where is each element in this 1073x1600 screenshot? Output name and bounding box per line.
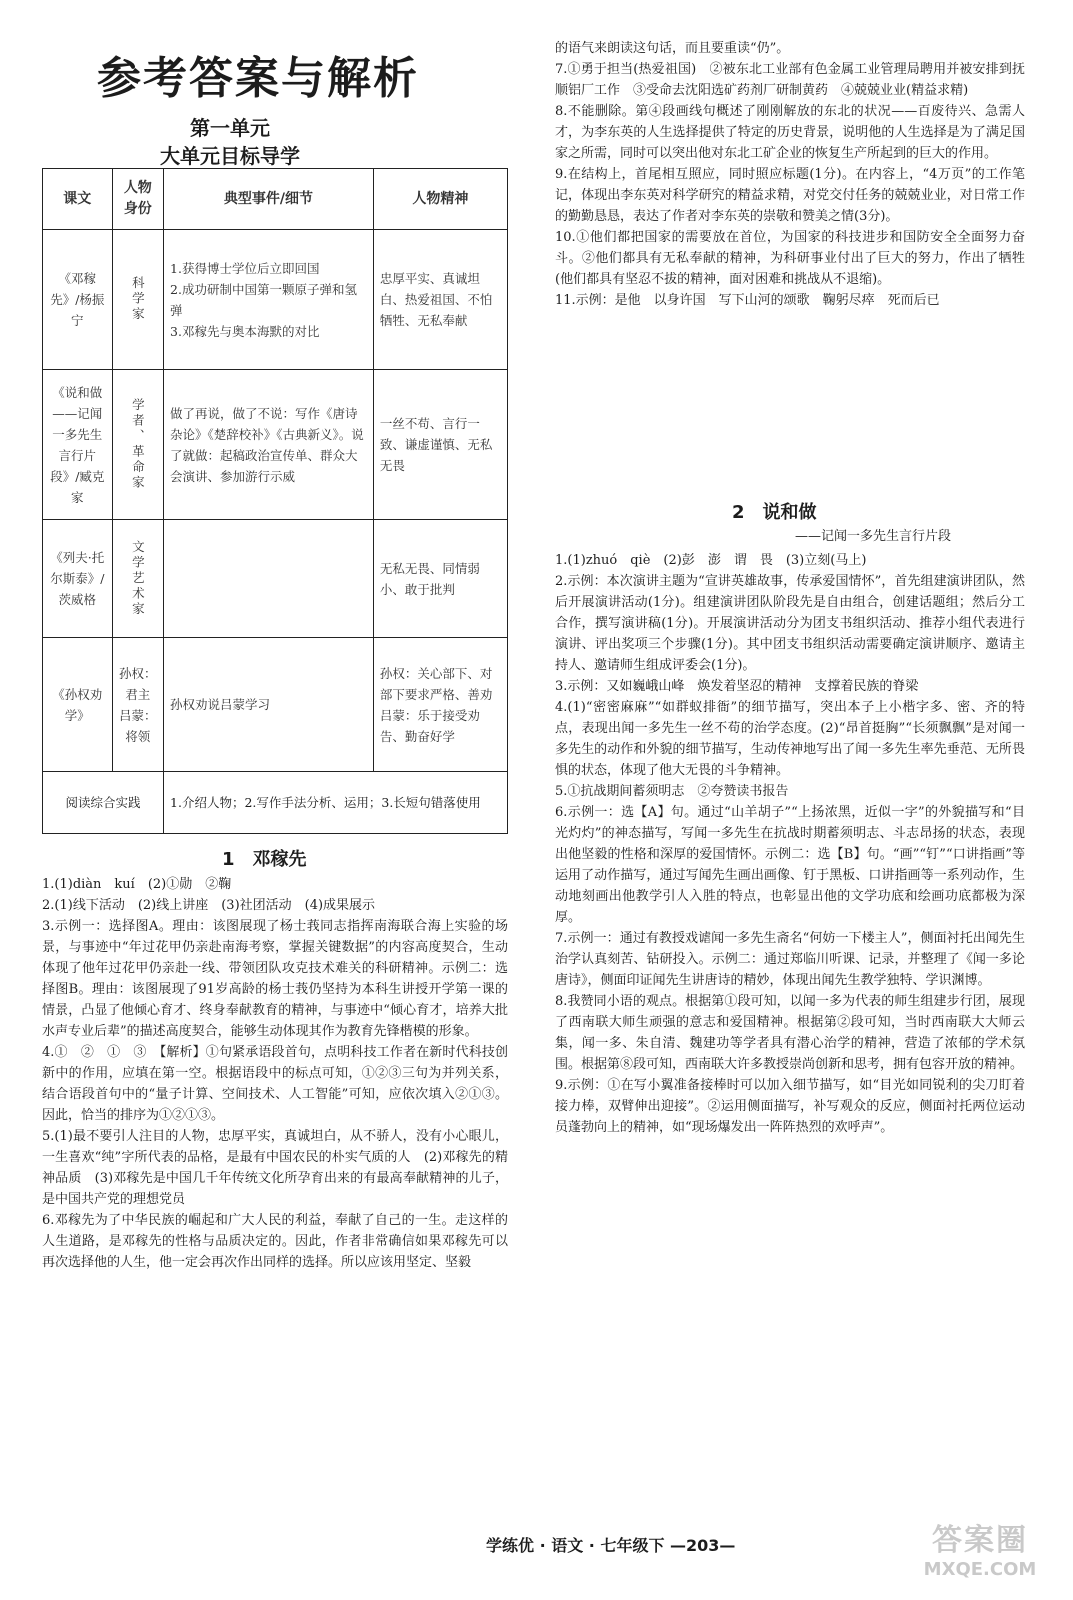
lesson2-title: 2 说和做 xyxy=(732,502,817,523)
answer-item: 4.(1)“密密麻麻”“如群蚁排衙”的细节描写，突出本子上小楷字多、密、齐的特点，表现出闻一多先生一丝不苟的治学态度。(2)“昂首挺胸”“长须飘飘”是对闻一多先生的动作和外貌的细节描写，生动传神地写出了闻一多先生率先垂范、无所畏惧的状态，体现了他大无畏的斗争精神。 xyxy=(555,700,1025,778)
unit-subtitle: 大单元目标导学 xyxy=(160,144,300,168)
answer-item: 9.示例：①在写小翼准备接棒时可以加入细节描写，如“目光如同锐利的尖刀盯着接力棒，双臂伸出迎接”。②运用侧面描写，补写观众的反应，侧面衬托两位运动员蓬勃向上的精神，如“现场爆发出一阵阵热烈的欢呼声”。 xyxy=(555,1078,1025,1135)
row-spirit: 一丝不苟、言行一致、谦虚谨慎、无私无畏 xyxy=(373,370,507,520)
row-events: 做了再说，做了不说：写作《唐诗杂论》《楚辞校补》《古典新义》。说了就做：起稿政治宣传单、群众大会演讲、参加游行示威 xyxy=(164,370,374,520)
table-row xyxy=(43,370,508,520)
row-role: 孙权：君主 吕蒙：将领 xyxy=(112,638,163,772)
row-text: 《邓稼先》/杨振宁 xyxy=(43,230,113,370)
watermark-line2: MXQE.COM xyxy=(923,1559,1037,1580)
watermark-line1: 答案圈 xyxy=(932,1523,1028,1558)
row-events xyxy=(164,520,374,638)
answer-item: 5.(1)最不要引人注目的人物，忠厚平实，真诚坦白，从不骄人，没有小心眼儿，一生喜欢“纯”字所代表的品格，是最有中国农民的朴实气质的人 (2)邓稼先的精神品质 (3)邓稼先是中国几千年传统文化所孕育出来的有最高奉献精神的儿子，是中国共产党的理想党员 xyxy=(42,1129,508,1207)
unit-guide-table xyxy=(42,168,508,834)
row-text: 《说和做——记闻一多先生言行片段》/臧克家 xyxy=(43,370,113,520)
table-row xyxy=(43,520,508,638)
answer-item: 8.我赞同小语的观点。根据第①段可知，以闻一多为代表的师生组建步行团，展现了西南联大师生顽强的意志和爱国精神。根据第②段可知，当时西南联大大师云集，闻一多、朱自清、魏建功等学者具有潜心治学的精神，营造了浓郁的学术氛围。根据第⑧段可知，西南联大许多教授崇尚创新和思考，拥有包容开放的精神。 xyxy=(555,994,1025,1072)
answer-item: 3.示例：又如巍峨山峰 焕发着坚忍的精神 支撑着民族的脊梁 xyxy=(555,679,919,694)
answer-item: 3.示例一：选择图A。理由：该图展现了杨士莪同志指挥南海联合海上实验的场景，与事迹中“年过花甲仍亲赴南海考察，掌握关键数据”的内容高度契合，生动体现了他年过花甲仍亲赴一线、带领团队攻克技术难关的科研精神。示例二：选择图B。理由：该图展现了91岁高龄的杨士莪仍坚持为本科生讲授开学第一课的情景，凸显了他倾心育才、终身奉献教育的精神，与事迹中“倾心育才，培养大批水声专业后辈”的描述高度契合，能够生动体现其作为教育先锋楷模的形象。 xyxy=(42,919,508,1039)
table-header-row xyxy=(43,169,508,230)
row-role-label: 文学艺术家 xyxy=(130,539,146,618)
row-text: 阅读综合实践 xyxy=(43,772,164,834)
row-spirit: 忠厚平实、真诚坦白、热爱祖国、不怕牺牲、无私奉献 xyxy=(373,230,507,370)
answer-item: 11.示例：是他 以身许国 写下山河的颂歌 鞠躬尽瘁 死而后已 xyxy=(555,293,940,308)
answer-item: 1.(1)zhuó qiè (2)彭 澎 谓 畏 (3)立刻(马上) xyxy=(555,553,867,568)
row-role-label: 科学家 xyxy=(130,276,146,323)
answer-item: 的语气来朗读这句话，而且要重读“仍”。 xyxy=(555,41,790,56)
answer-item: 9.在结构上，首尾相互照应，同时照应标题(1分)。在内容上，“4万页”的工作笔记，体现出李东英对科学研究的精益求精，对党交付任务的兢兢业业，对日常工作的勤勤恳恳，表达了作者对李东英的崇敬和赞美之情(3分)。 xyxy=(555,167,1025,224)
row-role xyxy=(112,370,163,520)
answer-item: 4.① ② ① ③ 【解析】①句紧承语段首句，点明科技工作者在新时代科技创新中的作用，应填在第一空。根据语段中的标点可知，①②③三句为并列关系，结合语段首句中的“量子计算、空间技术、人工智能”可知，应依次填入②①③。因此，恰当的排序为①②①③。 xyxy=(42,1045,508,1123)
row-text: 《孙权劝学》 xyxy=(43,638,113,772)
row-role xyxy=(112,230,163,370)
watermark-logo xyxy=(915,1515,1045,1585)
header-events: 典型事件/细节 xyxy=(164,169,374,230)
table-row xyxy=(43,772,508,834)
row-spirit: 无私无畏、同情弱小、敢于批判 xyxy=(373,520,507,638)
answer-item: 1.(1)diàn kuí (2)①勋 ②鞠 xyxy=(42,877,232,892)
row-events: 1.获得博士学位后立即回国 2.成功研制中国第一颗原子弹和氢弹 3.邓稼先与奥本海默的对比 xyxy=(164,230,374,370)
answer-item: 6.示例一：选【A】句。通过“山羊胡子”“上扬浓黑，近似一字”的外貌描写和“目光灼灼”的神态描写，写闻一多先生在抗战时期蓄须明志、斗志昂扬的状态，表现出他坚毅的性格和深厚的爱国情怀。示例二：选【B】句。“画”“钉”“口讲指画”等运用了动作描写，通过写闻先生画出画像、钉于黑板、口讲指画等一系列动作，生动地刻画出他教学引人入胜的特点，也彰显出他的文学功底和绘画功底都极为深厚。 xyxy=(555,805,1025,925)
page-footer: 学练优 · 语文 · 七年级下 —203— xyxy=(486,1536,736,1555)
unit-title: 第一单元 xyxy=(190,116,270,140)
row-events: 1.介绍人物；2.写作手法分析、运用；3.长短句错落使用 xyxy=(164,772,508,834)
row-events: 孙权劝说吕蒙学习 xyxy=(164,638,374,772)
lesson1-title: 1 邓稼先 xyxy=(222,849,307,870)
lesson1-answers xyxy=(42,874,508,1273)
row-text: 《列夫·托尔斯泰》/茨威格 xyxy=(43,520,113,638)
row-role xyxy=(112,520,163,638)
table-row xyxy=(43,638,508,772)
answer-item: 8.不能删除。第④段画线句概述了刚刚解放的东北的状况——百废待兴、急需人才，为李东英的人生选择提供了特定的历史背景，说明他的人生选择是为了满足国家之所需，同时可以突出他对东北工矿企业的恢复生产所起到的巨大的作用。 xyxy=(555,104,1025,161)
row-role-label: 学者、革命家 xyxy=(130,398,146,491)
header-spirit: 人物精神 xyxy=(373,169,507,230)
header-text: 课文 xyxy=(43,169,113,230)
lesson2-subtitle: ——记闻一多先生言行片段 xyxy=(795,529,952,544)
answer-item: 2.示例：本次演讲主题为“宣讲英雄故事，传承爱国情怀”，首先组建演讲团队，然后开展演讲活动(1分)。组建演讲团队阶段先是自由组合，创建话题组；然后分工合作，撰写演讲稿(1分)。开展演讲活动分为团支书组织活动、推荐小组代表进行演讲、评出奖项三个步骤(1分)。其中团支书组织活动需要确定演讲顺序、邀请主持人、邀请师生组成评委会(1分)。 xyxy=(555,574,1025,673)
answer-item: 2.(1)线下活动 (2)线上讲座 (3)社团活动 (4)成果展示 xyxy=(42,898,376,913)
answer-item: 7.示例一：通过有教授戏谑闻一多先生斋名“何妨一下楼主人”，侧面衬托出闻先生治学认真刻苦、钻研投入。示例二：通过郑临川听课、记录，并整理了《闻一多论唐诗》，侧面印证闻先生讲唐诗的精妙，体现出闻先生教学独特、学识渊博。 xyxy=(555,931,1025,988)
row-spirit: 孙权：关心部下、对部下要求严格、善劝 吕蒙：乐于接受劝告、勤奋好学 xyxy=(373,638,507,772)
lesson2-answers xyxy=(555,550,1025,1138)
table-row xyxy=(43,230,508,370)
answer-item: 7.①勇于担当(热爱祖国) ②被东北工业部有色金属工业管理局聘用并被安排到抚顺铝厂工作 ③受命去沈阳选矿药剂厂研制黄药 ④兢兢业业(精益求精) xyxy=(555,62,1025,98)
main-title: 参考答案与解析 xyxy=(97,53,419,104)
answer-item: 5.①抗战期间蓄须明志 ②夸赞读书报告 xyxy=(555,784,789,799)
header-role: 人物身份 xyxy=(112,169,163,230)
answer-item: 10.①他们都把国家的需要放在首位，为国家的科技进步和国防安全全面努力奋斗。②他们都具有无私奉献的精神，为科研事业付出了巨大的努力，作出了牺牲(他们都具有坚忍不拔的精神，面对困难和挑战从不退缩)。 xyxy=(555,230,1025,287)
answer-item: 6.邓稼先为了中华民族的崛起和广大人民的利益，奉献了自己的一生。走这样的人生道路，是邓稼先的性格与品质决定的。因此，作者非常确信如果邓稼先可以再次选择他的人生，他一定会再次作出同样的选择。所以应该用坚定、坚毅 xyxy=(42,1213,508,1270)
right-answers-top xyxy=(555,38,1025,311)
